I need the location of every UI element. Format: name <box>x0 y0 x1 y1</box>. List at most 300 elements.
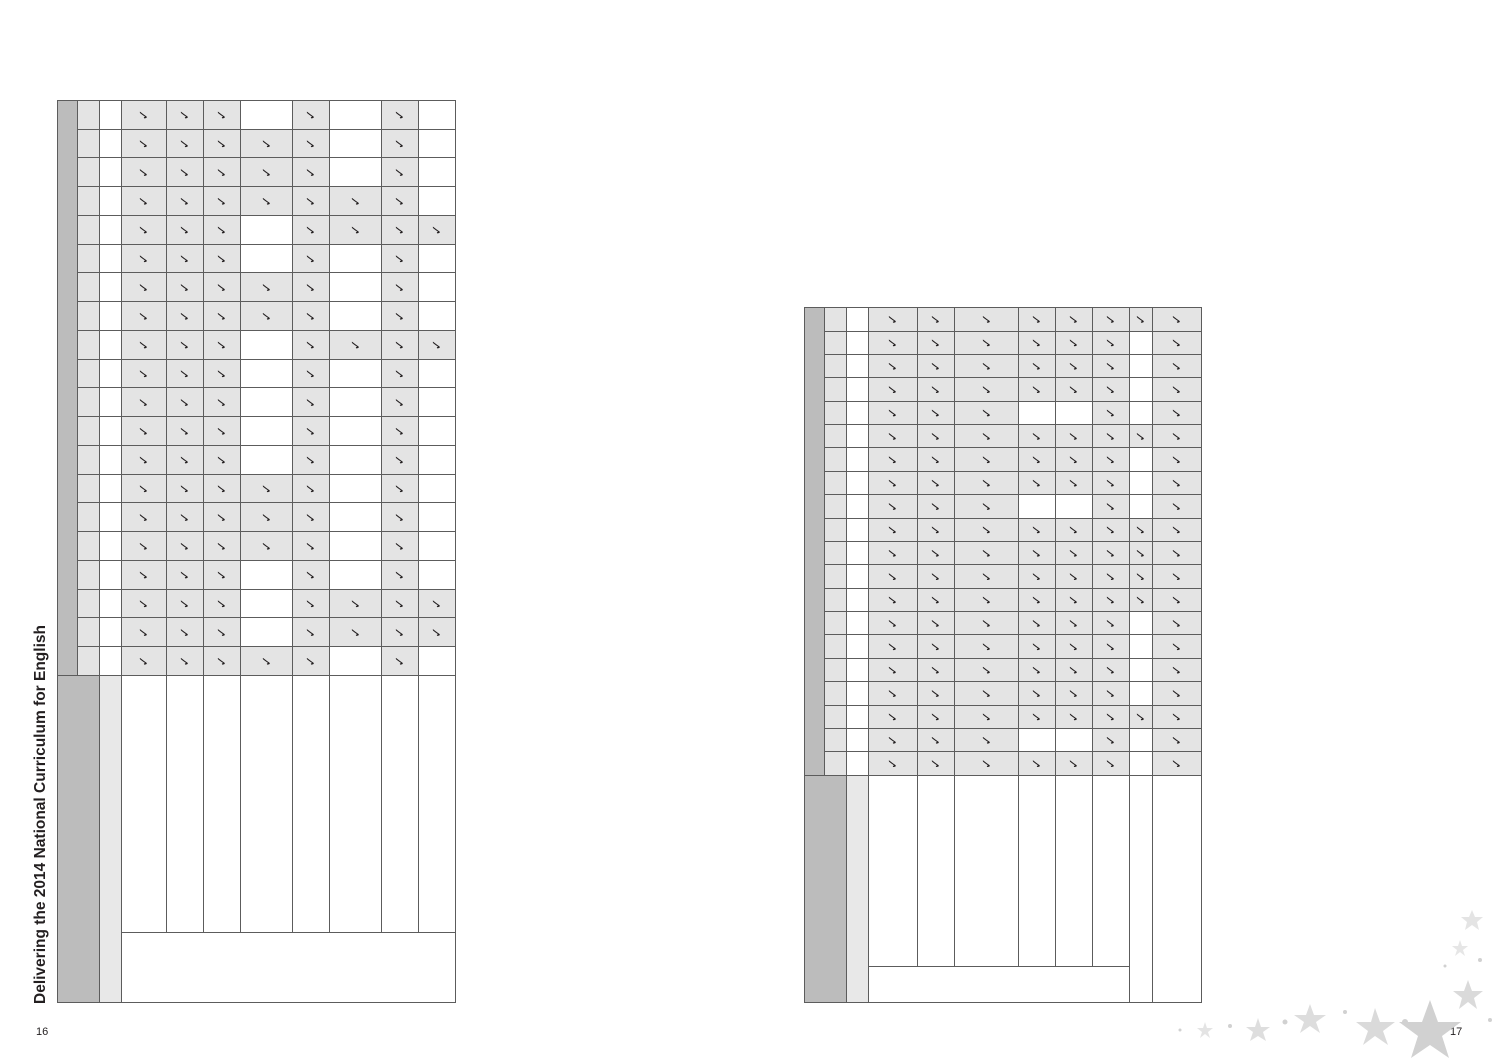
tick-mark-cell: ✓ <box>1056 658 1093 681</box>
star-icon <box>1246 1018 1270 1041</box>
section-cell <box>847 425 869 448</box>
tick-mark-cell: ✓ <box>241 302 293 331</box>
unit-number <box>825 752 847 775</box>
unit-number <box>78 503 100 532</box>
section-cell <box>100 331 122 360</box>
empty-cell <box>1130 635 1153 658</box>
tick-mark-cell: ✓ <box>1056 425 1093 448</box>
section-cell <box>847 682 869 705</box>
tick-mark-cell: ✓ <box>293 273 330 302</box>
tick-mark-cell: ✓ <box>1093 682 1130 705</box>
tick-mark-cell: ✓ <box>1093 588 1130 611</box>
tick-mark-cell: ✓ <box>293 647 330 676</box>
tick-mark-cell: ✓ <box>382 503 419 532</box>
tick-mark-cell: ✓ <box>293 532 330 561</box>
section-cell <box>100 589 122 618</box>
tick-mark-cell: ✓ <box>1019 518 1056 541</box>
empty-cell <box>330 302 382 331</box>
section-cell <box>847 658 869 681</box>
tick-mark-cell: ✓ <box>241 273 293 302</box>
unit-number <box>825 541 847 564</box>
empty-cell <box>1130 378 1153 401</box>
tick-mark-cell: ✓ <box>241 187 293 216</box>
curriculum-table-left <box>57 100 456 1003</box>
tick-mark-cell: ✓ <box>1153 588 1202 611</box>
objective-detail <box>419 676 456 933</box>
curriculum-table-right <box>804 307 1202 1003</box>
empty-cell <box>1130 728 1153 751</box>
section-cell <box>100 129 122 158</box>
tick-mark-cell: ✓ <box>167 359 204 388</box>
section-cell <box>847 588 869 611</box>
tick-mark-cell: ✓ <box>1056 588 1093 611</box>
tick-mark-cell: ✓ <box>869 518 918 541</box>
tick-mark-cell: ✓ <box>955 378 1019 401</box>
tick-mark-cell: ✓ <box>382 158 419 187</box>
empty-cell <box>330 417 382 446</box>
tick-mark-cell: ✓ <box>918 682 955 705</box>
star-icon <box>1452 940 1468 956</box>
unit-number <box>78 158 100 187</box>
tick-mark-cell: ✓ <box>1153 705 1202 728</box>
tick-mark-cell: ✓ <box>1130 308 1153 332</box>
section-cell <box>847 471 869 494</box>
tick-mark-cell: ✓ <box>293 101 330 130</box>
objective-detail <box>1093 775 1130 967</box>
tick-mark-cell: ✓ <box>204 359 241 388</box>
tick-mark-cell: ✓ <box>167 388 204 417</box>
section-cell <box>100 302 122 331</box>
tick-mark-cell: ✓ <box>204 273 241 302</box>
objective-detail <box>1056 775 1093 967</box>
tick-mark-cell: ✓ <box>918 705 955 728</box>
empty-cell <box>1019 495 1056 518</box>
tick-mark-cell: ✓ <box>204 302 241 331</box>
tick-mark-cell: ✓ <box>1093 331 1130 354</box>
tick-mark-cell: ✓ <box>1130 565 1153 588</box>
tick-mark-cell: ✓ <box>167 561 204 590</box>
section-cell <box>847 705 869 728</box>
empty-cell <box>1130 682 1153 705</box>
unit-number <box>825 308 847 332</box>
table-row <box>241 101 293 1003</box>
tick-mark-cell: ✓ <box>1056 541 1093 564</box>
tick-mark-cell: ✓ <box>204 244 241 273</box>
section-cell <box>100 388 122 417</box>
unit-number <box>825 425 847 448</box>
unit-number <box>825 705 847 728</box>
tick-mark-cell: ✓ <box>167 101 204 130</box>
tick-mark-cell: ✓ <box>122 158 167 187</box>
tick-mark-cell: ✓ <box>1056 354 1093 377</box>
tick-mark-cell: ✓ <box>167 158 204 187</box>
empty-cell <box>330 158 382 187</box>
tick-mark-cell: ✓ <box>955 495 1019 518</box>
tick-mark-cell: ✓ <box>382 474 419 503</box>
unit-number <box>825 682 847 705</box>
tick-mark-cell: ✓ <box>382 417 419 446</box>
tick-mark-cell: ✓ <box>204 417 241 446</box>
section-row <box>100 101 122 1003</box>
tick-mark-cell: ✓ <box>1153 425 1202 448</box>
objective-label <box>122 933 456 1003</box>
tick-mark-cell: ✓ <box>122 273 167 302</box>
table-row <box>330 101 382 1003</box>
tick-mark-cell: ✓ <box>1093 401 1130 424</box>
tick-mark-cell: ✓ <box>869 495 918 518</box>
tick-mark-cell: ✓ <box>382 101 419 130</box>
tick-mark-cell: ✓ <box>1056 565 1093 588</box>
tick-mark-cell: ✓ <box>1093 495 1130 518</box>
tick-mark-cell: ✓ <box>167 503 204 532</box>
empty-cell <box>330 532 382 561</box>
tick-mark-cell: ✓ <box>1019 705 1056 728</box>
tick-mark-cell: ✓ <box>293 618 330 647</box>
tick-mark-cell: ✓ <box>204 561 241 590</box>
tick-mark-cell: ✓ <box>122 589 167 618</box>
tick-mark-cell: ✓ <box>204 101 241 130</box>
tick-mark-cell: ✓ <box>1093 705 1130 728</box>
units-header <box>58 101 78 676</box>
unit-number <box>825 401 847 424</box>
unit-number <box>78 244 100 273</box>
tick-mark-cell: ✓ <box>869 705 918 728</box>
tick-mark-cell: ✓ <box>918 635 955 658</box>
unit-number <box>78 359 100 388</box>
table-row <box>293 101 330 1003</box>
tick-mark-cell: ✓ <box>382 561 419 590</box>
tick-mark-cell: ✓ <box>204 216 241 245</box>
tick-mark-cell: ✓ <box>1019 448 1056 471</box>
tick-mark-cell: ✓ <box>204 503 241 532</box>
tick-mark-cell: ✓ <box>1056 682 1093 705</box>
tick-mark-cell: ✓ <box>122 129 167 158</box>
empty-cell <box>1056 728 1093 751</box>
unit-number <box>825 565 847 588</box>
tick-mark-cell: ✓ <box>293 158 330 187</box>
tick-mark-cell: ✓ <box>382 589 419 618</box>
table-row <box>955 308 1019 1003</box>
tick-mark-cell: ✓ <box>1153 495 1202 518</box>
empty-cell <box>1130 612 1153 635</box>
section-cell <box>847 541 869 564</box>
tick-mark-cell: ✓ <box>167 302 204 331</box>
section-heading <box>100 676 122 1003</box>
empty-cell <box>241 331 293 360</box>
tick-mark-cell: ✓ <box>419 331 456 360</box>
tick-mark-cell: ✓ <box>382 532 419 561</box>
tick-mark-cell: ✓ <box>293 216 330 245</box>
empty-cell <box>419 417 456 446</box>
tick-mark-cell: ✓ <box>167 589 204 618</box>
tick-mark-cell: ✓ <box>918 308 955 332</box>
tick-mark-cell: ✓ <box>1153 378 1202 401</box>
section-cell <box>100 446 122 475</box>
tick-mark-cell: ✓ <box>167 474 204 503</box>
tick-mark-cell: ✓ <box>1019 682 1056 705</box>
empty-cell <box>330 359 382 388</box>
tick-mark-cell: ✓ <box>122 446 167 475</box>
tick-mark-cell: ✓ <box>1093 354 1130 377</box>
unit-number <box>78 187 100 216</box>
section-cell <box>100 474 122 503</box>
unit-number <box>78 417 100 446</box>
tick-mark-cell: ✓ <box>1153 565 1202 588</box>
table-row <box>918 308 955 1003</box>
tick-mark-cell: ✓ <box>1019 308 1056 332</box>
empty-cell <box>419 388 456 417</box>
tick-mark-cell: ✓ <box>122 302 167 331</box>
tick-mark-cell: ✓ <box>1093 378 1130 401</box>
tick-mark-cell: ✓ <box>1093 471 1130 494</box>
section-cell <box>847 728 869 751</box>
tick-mark-cell: ✓ <box>204 647 241 676</box>
tick-mark-cell: ✓ <box>241 474 293 503</box>
tick-mark-cell: ✓ <box>955 518 1019 541</box>
tick-mark-cell: ✓ <box>1093 635 1130 658</box>
tick-mark-cell: ✓ <box>1056 331 1093 354</box>
tick-mark-cell: ✓ <box>293 359 330 388</box>
unit-number <box>825 728 847 751</box>
unit-number <box>825 612 847 635</box>
tick-mark-cell: ✓ <box>241 158 293 187</box>
tick-mark-cell: ✓ <box>1153 448 1202 471</box>
tick-mark-cell: ✓ <box>204 331 241 360</box>
tick-mark-cell: ✓ <box>167 417 204 446</box>
tick-mark-cell: ✓ <box>382 359 419 388</box>
tick-mark-cell: ✓ <box>1093 752 1130 775</box>
tick-mark-cell: ✓ <box>204 589 241 618</box>
empty-cell <box>330 388 382 417</box>
section-cell <box>847 612 869 635</box>
unit-number <box>78 618 100 647</box>
empty-cell <box>419 158 456 187</box>
tick-mark-cell: ✓ <box>1093 518 1130 541</box>
tick-mark-cell: ✓ <box>869 401 918 424</box>
table-row <box>204 101 241 1003</box>
tick-mark-cell: ✓ <box>918 541 955 564</box>
tick-mark-cell: ✓ <box>869 471 918 494</box>
empty-cell <box>241 216 293 245</box>
table-row <box>1019 308 1056 1003</box>
header-row <box>805 308 825 1003</box>
tick-mark-cell: ✓ <box>122 388 167 417</box>
table-row <box>167 101 204 1003</box>
objective-detail <box>330 676 382 933</box>
tick-mark-cell: ✓ <box>122 244 167 273</box>
tick-mark-cell: ✓ <box>955 635 1019 658</box>
section-cell <box>847 635 869 658</box>
tick-mark-cell: ✓ <box>869 448 918 471</box>
empty-cell <box>419 503 456 532</box>
empty-cell <box>1056 401 1093 424</box>
empty-cell <box>330 101 382 130</box>
tick-mark-cell: ✓ <box>1153 308 1202 332</box>
tick-mark-cell: ✓ <box>918 728 955 751</box>
empty-cell <box>1019 728 1056 751</box>
tick-mark-cell: ✓ <box>918 448 955 471</box>
empty-cell <box>419 302 456 331</box>
tick-mark-cell: ✓ <box>955 331 1019 354</box>
empty-cell <box>1130 471 1153 494</box>
tick-mark-cell: ✓ <box>1056 752 1093 775</box>
tick-mark-cell: ✓ <box>918 471 955 494</box>
tick-mark-cell: ✓ <box>241 503 293 532</box>
section-cell <box>847 308 869 332</box>
empty-cell <box>419 532 456 561</box>
tick-mark-cell: ✓ <box>122 216 167 245</box>
tick-mark-cell: ✓ <box>122 618 167 647</box>
empty-cell <box>330 129 382 158</box>
tick-mark-cell: ✓ <box>1093 448 1130 471</box>
tick-mark-cell: ✓ <box>955 541 1019 564</box>
empty-cell <box>1056 495 1093 518</box>
section-cell <box>100 273 122 302</box>
tick-mark-cell: ✓ <box>1153 612 1202 635</box>
page-title: Delivering the 2014 National Curriculum for English <box>32 625 49 1004</box>
tick-mark-cell: ✓ <box>955 612 1019 635</box>
tick-mark-cell: ✓ <box>1019 635 1056 658</box>
empty-cell <box>1130 448 1153 471</box>
tick-mark-cell: ✓ <box>382 216 419 245</box>
tick-mark-cell: ✓ <box>918 425 955 448</box>
tick-mark-cell: ✓ <box>167 647 204 676</box>
tick-mark-cell: ✓ <box>167 273 204 302</box>
table-row <box>1153 308 1202 1003</box>
tick-mark-cell: ✓ <box>382 129 419 158</box>
tick-mark-cell: ✓ <box>955 448 1019 471</box>
tick-mark-cell: ✓ <box>204 187 241 216</box>
star-icon <box>1197 1022 1213 1038</box>
tick-mark-cell: ✓ <box>382 187 419 216</box>
tick-mark-cell: ✓ <box>382 244 419 273</box>
tick-mark-cell: ✓ <box>293 129 330 158</box>
tick-mark-cell: ✓ <box>122 359 167 388</box>
header-row <box>58 101 78 1003</box>
empty-cell <box>419 187 456 216</box>
tick-mark-cell: ✓ <box>1153 518 1202 541</box>
tick-mark-cell: ✓ <box>1019 612 1056 635</box>
star-icon <box>1461 910 1483 930</box>
tick-mark-cell: ✓ <box>122 503 167 532</box>
empty-cell <box>241 589 293 618</box>
unit-number <box>78 474 100 503</box>
tick-mark-cell: ✓ <box>869 612 918 635</box>
tick-mark-cell: ✓ <box>955 752 1019 775</box>
tick-mark-cell: ✓ <box>1019 541 1056 564</box>
tick-mark-cell: ✓ <box>869 658 918 681</box>
tick-mark-cell: ✓ <box>918 752 955 775</box>
tick-mark-cell: ✓ <box>167 244 204 273</box>
empty-cell <box>241 417 293 446</box>
objective-detail <box>869 775 918 967</box>
tick-mark-cell: ✓ <box>1130 588 1153 611</box>
tick-mark-cell: ✓ <box>204 158 241 187</box>
tick-mark-cell: ✓ <box>204 129 241 158</box>
star-icon <box>1356 1008 1395 1045</box>
objective-label <box>1130 775 1153 1002</box>
tick-mark-cell: ✓ <box>1130 705 1153 728</box>
empty-cell <box>1130 658 1153 681</box>
objective-detail <box>122 676 167 933</box>
section-cell <box>847 354 869 377</box>
section-row <box>847 308 869 1003</box>
tick-mark-cell: ✓ <box>869 588 918 611</box>
page-number-left: 16 <box>36 1026 49 1038</box>
tick-mark-cell: ✓ <box>167 446 204 475</box>
unit-number <box>78 589 100 618</box>
empty-cell <box>419 446 456 475</box>
unit-number <box>78 216 100 245</box>
tick-mark-cell: ✓ <box>1093 308 1130 332</box>
section-cell <box>847 448 869 471</box>
tick-mark-cell: ✓ <box>918 354 955 377</box>
tick-mark-cell: ✓ <box>869 378 918 401</box>
programme-header <box>805 775 847 1002</box>
tick-mark-cell: ✓ <box>293 302 330 331</box>
tick-mark-cell: ✓ <box>122 187 167 216</box>
empty-cell <box>419 129 456 158</box>
empty-cell <box>241 618 293 647</box>
objective-detail <box>293 676 330 933</box>
empty-cell <box>330 446 382 475</box>
tick-mark-cell: ✓ <box>167 331 204 360</box>
tick-mark-cell: ✓ <box>419 618 456 647</box>
tick-mark-cell: ✓ <box>918 658 955 681</box>
tick-mark-cell: ✓ <box>869 541 918 564</box>
tick-mark-cell: ✓ <box>382 647 419 676</box>
section-cell <box>847 378 869 401</box>
table-row <box>122 101 167 1003</box>
tick-mark-cell: ✓ <box>1056 518 1093 541</box>
tick-mark-cell: ✓ <box>330 187 382 216</box>
tick-mark-cell: ✓ <box>1056 308 1093 332</box>
tick-mark-cell: ✓ <box>1153 682 1202 705</box>
unit-number <box>825 518 847 541</box>
tick-mark-cell: ✓ <box>918 565 955 588</box>
empty-cell <box>1130 331 1153 354</box>
section-heading <box>847 775 869 1002</box>
tick-mark-cell: ✓ <box>1019 658 1056 681</box>
tick-mark-cell: ✓ <box>293 331 330 360</box>
tick-mark-cell: ✓ <box>869 354 918 377</box>
tick-mark-cell: ✓ <box>1019 331 1056 354</box>
unit-number <box>78 302 100 331</box>
tick-mark-cell: ✓ <box>1019 588 1056 611</box>
tick-mark-cell: ✓ <box>330 618 382 647</box>
tick-mark-cell: ✓ <box>869 308 918 332</box>
empty-cell <box>1130 401 1153 424</box>
tick-mark-cell: ✓ <box>918 612 955 635</box>
tick-mark-cell: ✓ <box>241 647 293 676</box>
tick-mark-cell: ✓ <box>955 705 1019 728</box>
empty-cell <box>419 561 456 590</box>
section-cell <box>100 187 122 216</box>
empty-cell <box>330 273 382 302</box>
tick-mark-cell: ✓ <box>293 446 330 475</box>
star-icon <box>1399 1000 1461 1058</box>
tick-mark-cell: ✓ <box>869 728 918 751</box>
empty-cell <box>330 244 382 273</box>
tick-mark-cell: ✓ <box>1153 752 1202 775</box>
tick-mark-cell: ✓ <box>1056 448 1093 471</box>
section-cell <box>100 647 122 676</box>
objective-label <box>869 967 1130 1003</box>
unit-number <box>78 129 100 158</box>
tick-mark-cell: ✓ <box>241 129 293 158</box>
star-icon <box>1294 1004 1326 1033</box>
unit-number <box>78 273 100 302</box>
